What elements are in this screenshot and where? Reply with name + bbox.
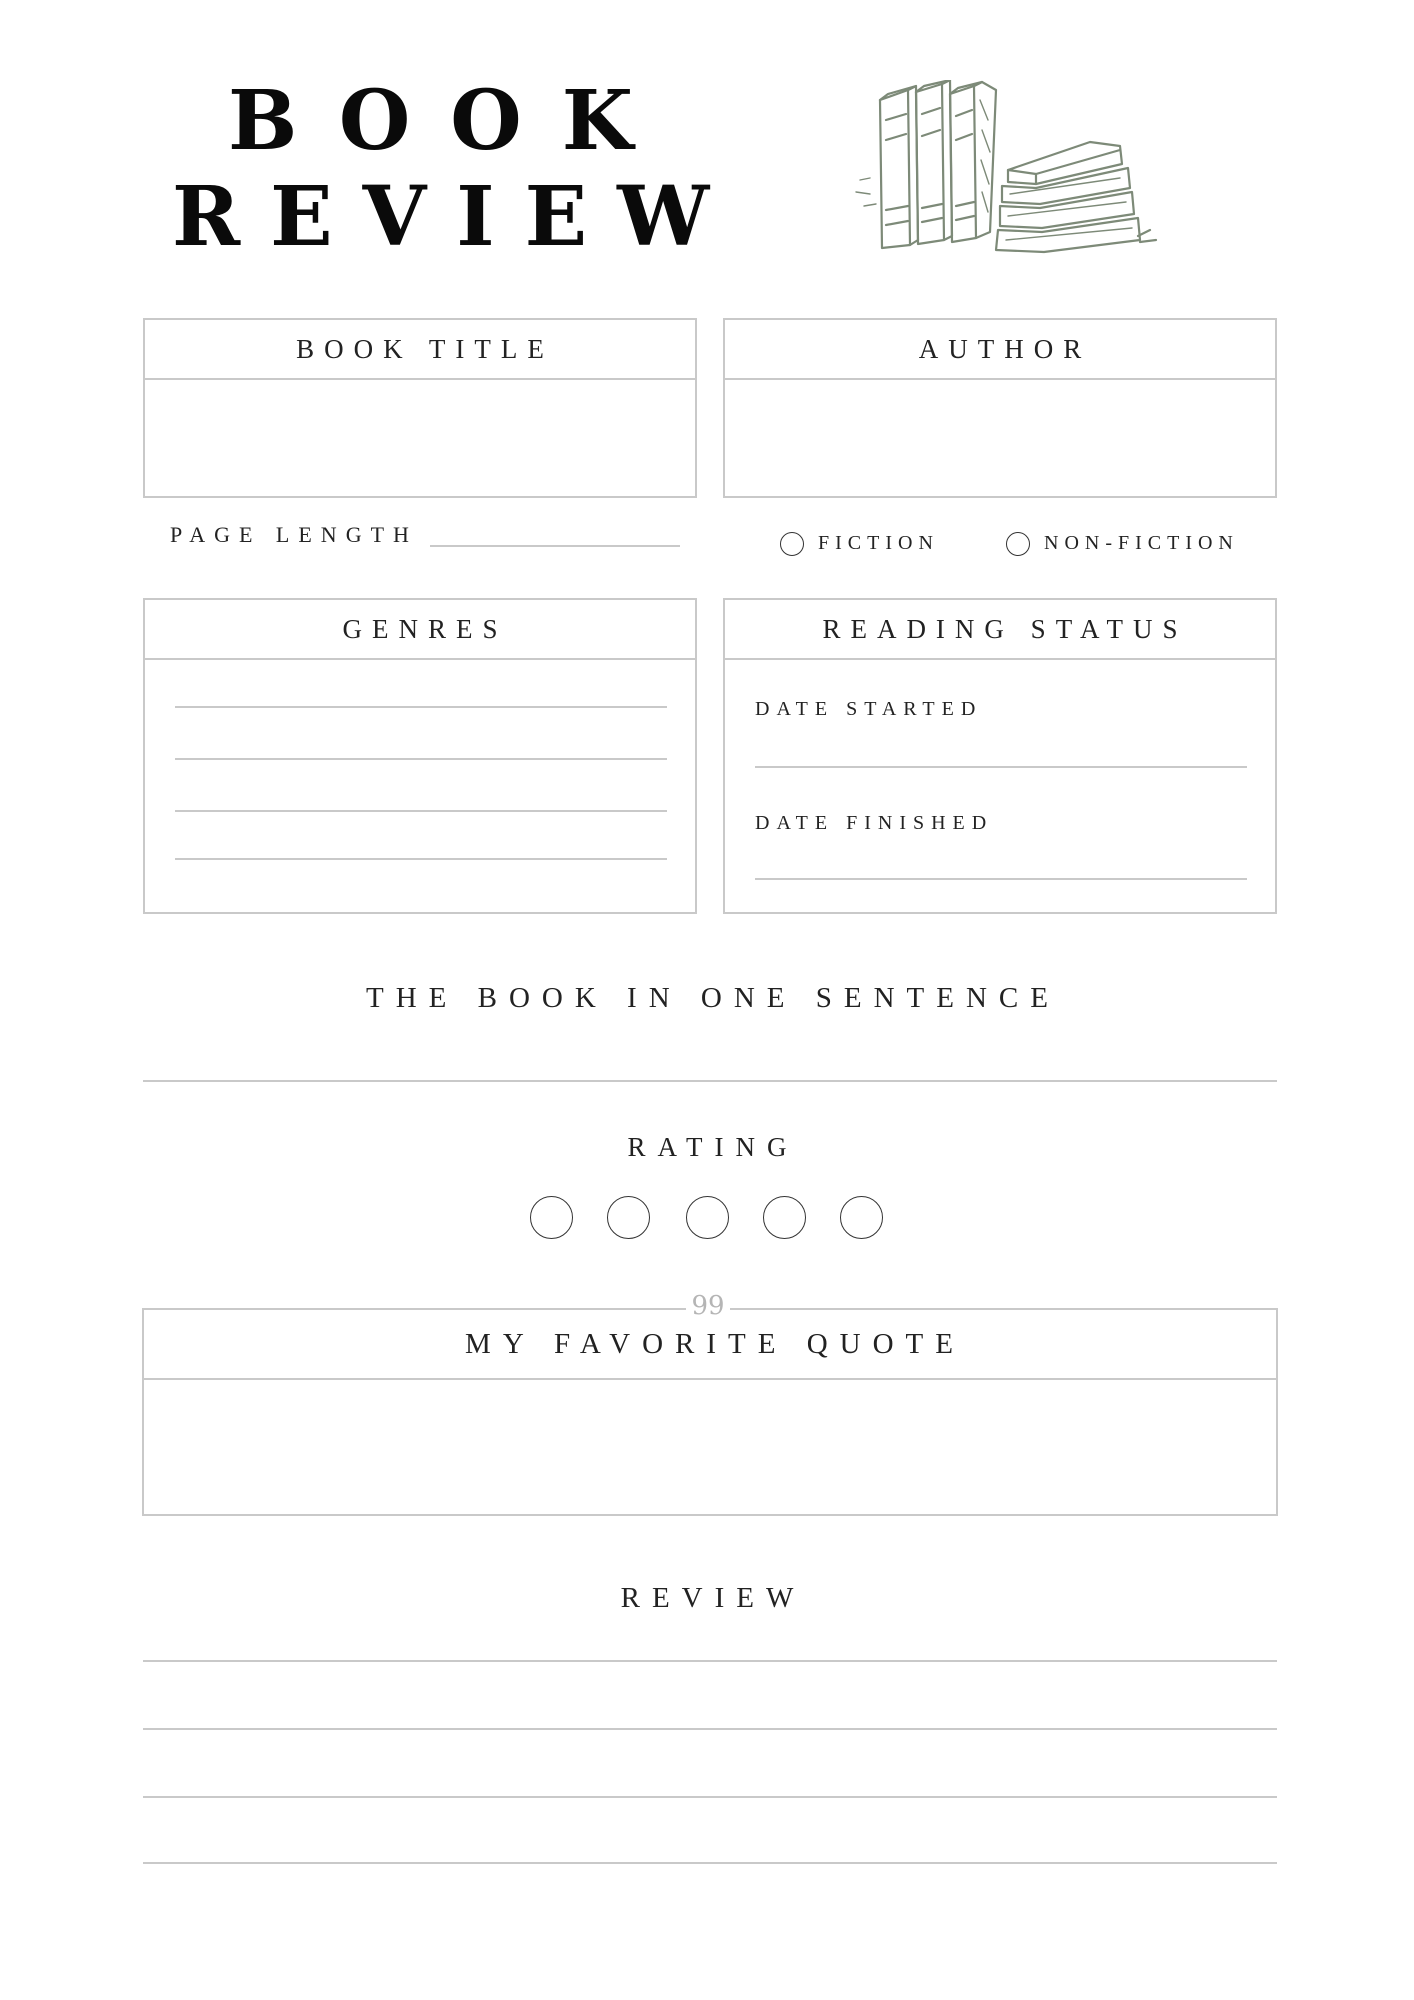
title-book: BOOK	[228, 73, 673, 169]
review-line[interactable]	[143, 1862, 1277, 1864]
reading-status-box	[723, 598, 1277, 914]
review-line[interactable]	[143, 1728, 1277, 1730]
date-started-field[interactable]	[755, 766, 1247, 768]
genre-line[interactable]	[175, 858, 667, 860]
date-started-label: DATE STARTED	[755, 698, 983, 720]
date-finished-field[interactable]	[755, 878, 1247, 880]
quote-mark-icon: 99	[686, 1292, 730, 1320]
genre-line[interactable]	[175, 810, 667, 812]
non-fiction-radio[interactable]	[1006, 532, 1030, 556]
review-line[interactable]	[143, 1796, 1277, 1798]
genre-line[interactable]	[175, 706, 667, 708]
book-title-label: BOOK TITLE	[145, 320, 695, 380]
genres-box	[143, 598, 697, 914]
date-finished-label: DATE FINISHED	[755, 812, 994, 834]
non-fiction-label: NON-FICTION	[1044, 532, 1239, 554]
books-illustration	[850, 80, 1190, 255]
fiction-label: FICTION	[818, 532, 939, 554]
page-length-label: PAGE LENGTH	[170, 522, 418, 547]
author-label: AUTHOR	[725, 320, 1275, 380]
rating-circle-2[interactable]	[607, 1196, 650, 1239]
review-line[interactable]	[143, 1660, 1277, 1662]
author-field[interactable]	[725, 380, 1275, 496]
one-sentence-title: THE BOOK IN ONE SENTENCE	[366, 982, 1060, 1014]
book-title-field[interactable]	[145, 380, 695, 496]
page-length-field[interactable]	[430, 545, 680, 547]
rating-title: RATING	[627, 1132, 799, 1162]
title-review: REVIEW	[172, 169, 740, 265]
fiction-radio[interactable]	[780, 532, 804, 556]
reading-status-label: READING STATUS	[725, 600, 1275, 660]
genre-line[interactable]	[175, 758, 667, 760]
favorite-quote-label: MY FAVORITE QUOTE	[144, 1310, 1276, 1380]
rating-circle-5[interactable]	[840, 1196, 883, 1239]
favorite-quote-field[interactable]	[144, 1380, 1276, 1514]
genres-label: GENRES	[145, 600, 695, 660]
book-title-box	[143, 318, 697, 498]
review-title: REVIEW	[620, 1582, 806, 1614]
rating-circle-1[interactable]	[530, 1196, 573, 1239]
favorite-quote-box	[142, 1308, 1278, 1516]
one-sentence-field[interactable]	[143, 1080, 1277, 1082]
rating-circle-4[interactable]	[763, 1196, 806, 1239]
author-box	[723, 318, 1277, 498]
rating-circle-3[interactable]	[686, 1196, 729, 1239]
